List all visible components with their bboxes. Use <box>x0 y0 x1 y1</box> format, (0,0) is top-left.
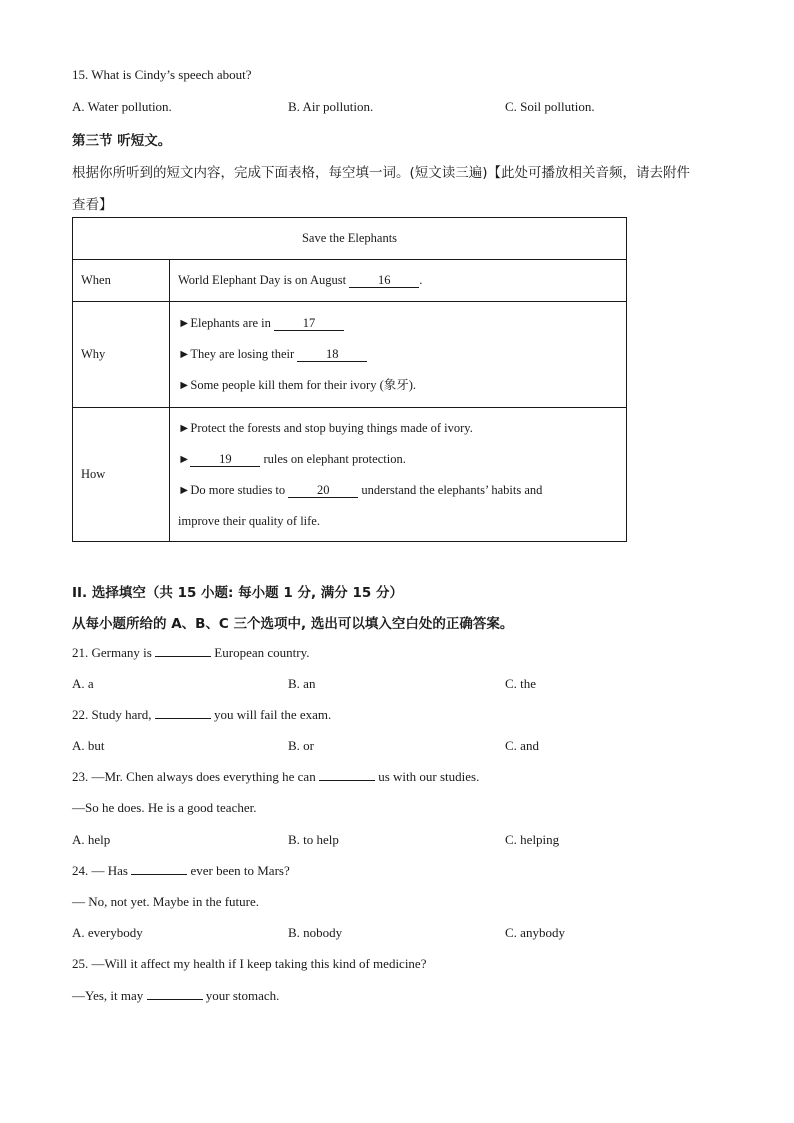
how-line-2 <box>178 444 618 475</box>
question-23-text-end: us with our studies. <box>374 769 480 784</box>
question-23-stem <box>72 769 479 785</box>
how-line-3-text-end: understand the elephants’ habits and <box>358 482 543 497</box>
question-22-blank <box>155 718 211 719</box>
question-21-option-a: A. a <box>72 676 94 691</box>
why-line-2-text: ►They are losing their <box>178 347 298 361</box>
question-23-option-b: B. to help <box>288 832 339 847</box>
how-content <box>170 408 627 542</box>
question-25-reply-text-end: your stomach. <box>202 988 280 1003</box>
why-line-2 <box>178 339 618 370</box>
question-22-text: 22. Study hard, <box>72 707 155 722</box>
question-24-option-c: C. anybody <box>505 925 565 940</box>
question-23-option-c: C. helping <box>505 832 560 847</box>
question-24-blank <box>131 874 187 875</box>
question-24-text: 24. — Has <box>72 863 132 878</box>
question-23-reply: —So he does. He is a good teacher. <box>72 800 257 815</box>
question-15-stem: 15. What is Cindy’s speech about? <box>72 67 252 82</box>
section-3-instruction-line1: 根据你所听到的短文内容，完成下面表格，每空填一词。(短文读三遍)【此处可播放相关音频，请去附件 <box>72 165 691 181</box>
part-2-instruction: 从每小题所给的 A、B、C 三个选项中, 选出可以填入空白处的正确答案。 <box>72 616 514 632</box>
table-row-why <box>73 302 627 408</box>
question-23-option-a: A. help <box>72 832 111 847</box>
how-line-3-text: ►Do more studies to <box>178 482 289 497</box>
row-label-how: How <box>73 408 170 542</box>
table-row-when <box>73 260 627 302</box>
question-22-stem <box>72 707 331 723</box>
table-title: Save the Elephants <box>73 218 627 260</box>
how-line-4: improve their quality of life. <box>178 513 320 528</box>
question-21-option-c: C. the <box>505 676 537 691</box>
question-21-text-end: European country. <box>211 645 310 660</box>
question-24-stem <box>72 863 290 879</box>
when-content <box>170 260 627 302</box>
question-22-option-a: A. but <box>72 738 105 753</box>
row-label-when: When <box>73 260 170 302</box>
question-21-option-b: B. an <box>288 676 316 691</box>
row-label-why: Why <box>73 302 170 408</box>
why-line-1 <box>178 308 618 339</box>
how-line-2-bullet: ► <box>178 451 191 466</box>
how-line-1: ►Protect the forests and stop buying things made of ivory. <box>178 420 473 435</box>
save-elephants-table <box>72 217 627 542</box>
question-21-text: 21. Germany is <box>72 645 156 660</box>
part-2-title: II. 选择填空（共 15 小题: 每小题 1 分, 满分 15 分） <box>72 585 403 601</box>
when-text: World Elephant Day is on August <box>178 273 350 287</box>
why-line-3: ►Some people kill them for their ivory (象牙). <box>178 378 417 392</box>
blank-20: 20 <box>288 484 358 498</box>
question-21-blank <box>155 656 211 657</box>
question-25-reply <box>72 988 279 1004</box>
blank-17: 17 <box>274 317 344 331</box>
question-25-blank <box>147 999 203 1000</box>
question-22-option-c: C. and <box>505 738 539 753</box>
when-period: . <box>419 273 423 287</box>
question-22-text-end: you will fail the exam. <box>210 707 332 722</box>
question-24-option-a: A. everybody <box>72 925 143 940</box>
question-25-reply-text: —Yes, it may <box>72 988 147 1003</box>
question-24-text-end: ever been to Mars? <box>187 863 290 878</box>
table-title-row <box>73 218 627 260</box>
table-row-how <box>73 408 627 542</box>
blank-18: 18 <box>297 348 367 362</box>
question-24-reply: — No, not yet. Maybe in the future. <box>72 894 260 909</box>
how-line-3 <box>178 475 618 506</box>
why-content <box>170 302 627 408</box>
question-25-stem: 25. —Will it affect my health if I keep taking this kind of medicine? <box>72 956 427 971</box>
blank-19: 19 <box>190 453 260 467</box>
question-23-blank <box>319 780 375 781</box>
why-line-1-text: ►Elephants are in <box>178 316 275 330</box>
question-23-text: 23. —Mr. Chen always does everything he can <box>72 769 319 784</box>
how-line-2-text: rules on elephant protection. <box>260 451 406 466</box>
question-15-option-c: C. Soil pollution. <box>505 99 595 114</box>
section-3-title: 第三节 听短文。 <box>72 133 172 149</box>
question-15-option-b: B. Air pollution. <box>288 99 374 114</box>
question-15-option-a: A. Water pollution. <box>72 99 172 114</box>
question-22-option-b: B. or <box>288 738 314 753</box>
question-24-option-b: B. nobody <box>288 925 343 940</box>
section-3-instruction-line2: 查看】 <box>72 197 113 213</box>
question-21-stem <box>72 645 309 661</box>
blank-16: 16 <box>349 274 419 288</box>
